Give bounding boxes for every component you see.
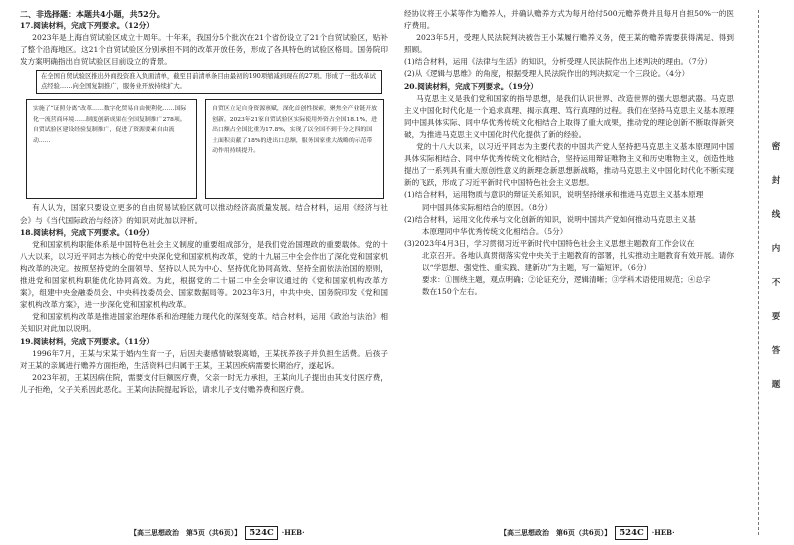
right-footer-label: 【高三思想政治 第6页（共6页）】	[500, 527, 612, 537]
q19-paragraph-3: 2023年5月，受理人民法院判决被告王小某履行赡养义务，使王某的赡养需要获得满足、得到照顾。	[404, 33, 734, 55]
q20-subquestion-3b: 北京召开。各地认真贯彻落实党中央关于主题教育的部署，扎实推动主题教育有效开展。请你以“学思想、强党性、重实践、建新功”为主题，写一篇短评。（6分）	[422, 250, 734, 272]
q18-title: 18.阅读材料，完成下列要求。（10分）	[20, 227, 154, 237]
binding-char: 封	[771, 176, 781, 186]
left-footer	[130, 526, 305, 540]
q20-paragraph-2: 党的十八大以来，以习近平同志为主要代表的中国共产党人坚持把马克思主义基本原理同中国具体实际相结合、同中华优秀传统文化相结合，坚持运用辩证唯物主义和历史唯物主义，创造性地提出了一系列具有重大原创性意义的新理念新思想新战略，推动马克思主义中国化时代化不断实现新的飞跃，形成了习近平新时代中国特色社会主义思想。	[404, 142, 734, 188]
q20-subquestion-2b: 本原理同中华优秀传统文化相结合。（5分）	[422, 226, 568, 236]
binding-char: 要	[771, 312, 781, 322]
right-footer	[500, 526, 675, 540]
q18-paragraph-2: 党和国家机构改革是推进国家治理体系和治理能力现代化的深刻变革。结合材料，运用《政治与法治》相关知识对此加以说明。	[20, 312, 388, 334]
q18-paragraph-1: 党和国家机构职能体系是中国特色社会主义制度的重要组成部分，是我们党治国理政的重要载体。党的十八大以来，以习近平同志为核心的党中央深化党和国家机构改革，党的十九届三中全会作出了深化党和国家机构改革的决定。按照坚持党的全面领导、坚持以人民为中心、坚持优化协同高效、坚持全面依法治国的原则，推进党和国家机构职能优化协同高效。为此，根据党的二十届二中全会审议通过的《党和国家机构改革方案》，组建中央金融委员会、中央科技委员会、国家数据局等。2023年3月，中共中央、国务院印发《党和国家机构改革方案》，进一步深化党和国家机构改革。	[20, 239, 388, 310]
q19-continued: 经协议将王小某等作为赡养人，并确认赡养方式为每月给付500元赡养费并且每月自担50%一的医疗费用。	[404, 9, 734, 31]
q20-requirement-2: 数在150个左右。	[422, 287, 483, 297]
right-footer-suffix: ·HEB·	[651, 527, 675, 537]
binding-char: 内	[771, 244, 781, 254]
q20-subquestion-1a: (1)结合材料，运用物质与意识的辩证关系知识，说明坚持继承和推进马克思主义基本原理	[404, 190, 704, 200]
q20-subquestion-3a: (3)2023年4月3日，学习贯彻习近平新时代中国特色社会主义思想主题教育工作会议在	[404, 238, 695, 248]
q17-title: 17.阅读材料，完成下列要求。（12分）	[20, 21, 154, 31]
section-title: 二、非选择题：本题共4小题，共52分。	[20, 9, 165, 19]
left-footer-label: 【高三思想政治 第5页（共6页）】	[130, 527, 242, 537]
binding-char: 答	[771, 346, 781, 356]
q20-subquestion-2a: (2)结合材料，运用文化传承与文化创新的知识，说明中国共产党如何推动马克思主义基	[404, 214, 696, 224]
q20-paragraph-1: 马克思主义是我们党和国家的指导思想，是我们认识世界、改造世界的强大思想武器。马克思主义中国化时代化是一个追求真理、揭示真理、笃行真理的过程。我们在坚持马克思主义基本原理同中国具体实际、同中华优秀传统文化相结合上取得了重大成果，推动党的理论创新不断取得新突破，为推进马克思主义中国化时代化提供了新的经验。	[404, 93, 734, 139]
q20-requirement-1: 要求：①围绕主题，观点明确；②论证充分，逻辑清晰；③学科术语使用规范；④总字	[422, 275, 711, 285]
q19-subquestion-2: (2)从《逻辑与思维》的角度，根据受理人民法院作出的判决拟定一个三段论。（4分）	[404, 69, 690, 79]
binding-char: 不	[771, 278, 781, 288]
binding-notice	[770, 130, 782, 402]
binding-dashed-line	[758, 10, 760, 535]
q17-box-2: 实施了“证照分离”改革……数字化贸易自由便利化……国际化一流营商环境……制度创新成果在全国复制推广278项。自贸试验区建设经验复制推广，促进了资源要素自由流动……	[26, 99, 197, 199]
binding-margin	[752, 0, 794, 545]
right-footer-code: 524C	[615, 526, 648, 540]
q17-box-3: 自贸区立足自身资源禀赋，深化首创性探索，聚焦全产业链开放创新。2023年21家自贸试验区实际使用外资占全国18.1%，进出口额占全国比重为17.8%，实现了以全国不到千分之四的国土面积贡献了18%的进出口总额，服务国家重大战略的示范带动作用持续提升。	[205, 99, 384, 199]
q19-paragraph-2: 2023年初，王某因病住院，需要支付巨额医疗费，父亲一时无力承担，王某向儿子提出由其支付医疗费，儿子拒绝，父子关系因此恶化。王某向法院提起诉讼，请求儿子支付赡养费和医疗费。	[20, 372, 388, 394]
q19-paragraph-1: 1996年7月，王某与宋某于婚内生育一子，后因夫妻感情破裂离婚，王某抚养孩子并负担生活费。后孩子对王某的亲属进行赡养方面拒绝，生活资料已归属于王某，王某因疾病需要长期治疗，遂起诉。	[20, 348, 388, 370]
right-page	[400, 0, 740, 545]
q20-subquestion-1b: 同中国具体实际相结合的原因。（8分）	[422, 202, 553, 212]
left-footer-suffix: ·HEB·	[281, 527, 305, 537]
q19-subquestion-1: (1)结合材料，运用《法律与生活》的知识，分析受理人民法院作出上述判决的理由。（7分）	[404, 57, 712, 67]
binding-char: 题	[771, 380, 781, 390]
q17-paragraph-1: 2023年是上海自贸试验区成立十周年。十年来，我国分5个批次在21个省份设立了21个自贸试验区，贴补了整个沿海地区。这21个自贸试验区分别承担不同的改革开放任务，形成了各具特色的试验区格局。国务院印发方案明确指出自贸试验区目前设立的背景。	[20, 33, 388, 67]
binding-char: 密	[771, 142, 781, 152]
q17-box-1: 在全国自贸试验区推出外商投资准入负面清单，截至目前清单条目由最初的190项缩减到现在的27项。形成了一批改革试点经验……向全国复制推广，服务业开放持续扩大。	[36, 70, 382, 94]
q17-box-row	[26, 99, 384, 199]
q20-title: 20.阅读材料，完成下列要求。（19分）	[404, 81, 538, 91]
q17-paragraph-2: 有人认为，国家只要设立更多的自由贸易试验区就可以推动经济高质量发展。结合材料，运用《经济与社会》与《当代国际政治与经济》的知识对此加以评析。	[20, 203, 388, 225]
binding-char: 线	[771, 210, 781, 220]
q19-title: 19.阅读材料，完成下列要求。（11分）	[20, 336, 154, 346]
left-footer-code: 524C	[245, 526, 278, 540]
